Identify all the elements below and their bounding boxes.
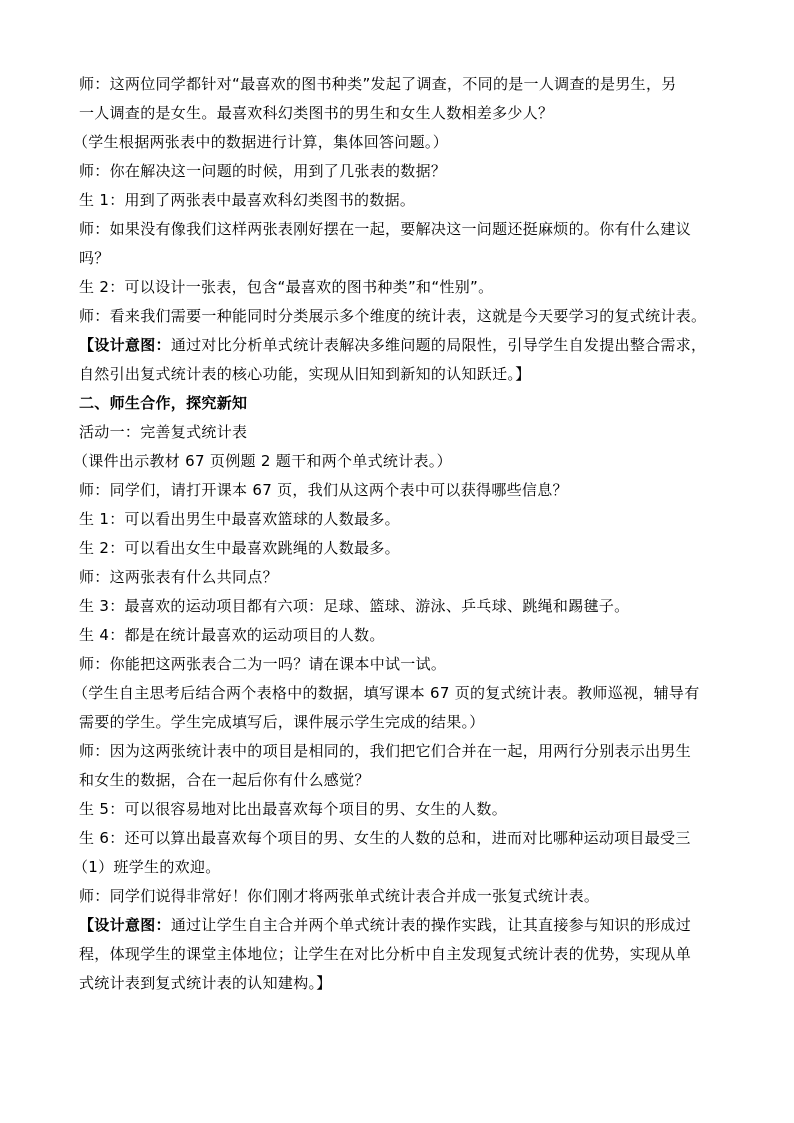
text-line: 师：同学们，请打开课本 67 页，我们从这两个表中可以获得哪些信息？ [79, 481, 568, 499]
text-line: 师：你能把这两张表合二为一吗？请在课本中试一试。 [79, 655, 447, 673]
text-line: 师：同学们说得非常好！你们刚才将两张单式统计表合并成一张复式统计表。 [79, 887, 600, 905]
text-line: 师：这两位同学都针对“最喜欢的图书种类”发起了调查，不同的是一人调查的是男生，另 [79, 75, 677, 93]
text-line: 生 3：最喜欢的运动项目都有六项：足球、篮球、游泳、乒乓球、跳绳和踢毽子。 [79, 597, 630, 615]
section-heading: 二、师生合作，探究新知 [79, 394, 248, 412]
text-line: 生 2：可以看出女生中最喜欢跳绳的人数最多。 [79, 539, 400, 557]
design-intent-text: 式统计表到复式统计表的认知建构。】 [79, 974, 332, 992]
text-line: 师：因为这两张统计表中的项目是相同的，我们把它们合并在一起，用两行分别表示出男生 [79, 742, 692, 760]
design-intent-label: 【设计意图： [79, 336, 171, 354]
text-line: 一人调查的是女生。最喜欢科幻类图书的男生和女生人数相差多少人？ [79, 104, 554, 122]
text-line: （学生根据两张表中的数据进行计算，集体回答问题。） [73, 133, 449, 151]
text-line: 师：你在解决这一问题的时候，用到了几张表的数据？ [79, 162, 447, 180]
design-intent-label: 【设计意图： [79, 916, 171, 934]
design-intent-text: 通过让学生自主合并两个单式统计表的操作实践，让其直接参与知识的形成过 [170, 916, 692, 934]
text-line: 需要的学生。学生完成填写后，课件展示学生完成的结果。） [79, 713, 485, 731]
text-line: 生 6：还可以算出最喜欢每个项目的男、女生的人数的总和，进而对比哪种运动项目最受三 [79, 829, 691, 847]
text-line: 活动一：完善复式统计表 [79, 423, 248, 441]
design-intent-text: 通过对比分析单式统计表解决多维问题的局限性，引导学生自发提出整合需求， [170, 336, 707, 354]
text-line: 吗？ [79, 249, 110, 267]
text-line: 生 2：可以设计一张表，包含“最喜欢的图书种类”和“性别”。 [79, 278, 494, 296]
text-line: 生 1：可以看出男生中最喜欢篮球的人数最多。 [79, 510, 400, 528]
text-line: （课件出示教材 67 页例题 2 题干和两个单式统计表。） [73, 452, 452, 470]
text-line: 和女生的数据，合在一起后你有什么感觉？ [79, 771, 370, 789]
text-line: （学生自主思考后结合两个表格中的数据，填写课本 67 页的复式统计表。教师巡视，辅导有 [73, 684, 700, 702]
text-line: 师：如果没有像我们这样两张表刚好摆在一起，要解决这一问题还挺麻烦的。你有什么建议 [79, 220, 692, 238]
design-intent-2 [79, 911, 719, 940]
text-line: 师：这两张表有什么共同点？ [79, 568, 278, 586]
text-line: 师：看来我们需要一种能同时分类展示多个维度的统计表，这就是今天要学习的复式统计表。 [79, 307, 707, 325]
text-line: （1）班学生的欢迎。 [73, 858, 221, 876]
document-page [73, 70, 719, 998]
text-line: 生 1：用到了两张表中最喜欢科幻类图书的数据。 [79, 191, 416, 209]
text-line: 生 5：可以很容易地对比出最喜欢每个项目的男、女生的人数。 [79, 800, 508, 818]
text-line: 生 4：都是在统计最喜欢的运动项目的人数。 [79, 626, 385, 644]
design-intent-1 [79, 331, 719, 360]
design-intent-text: 程，体现学生的课堂主体地位；让学生在对比分析中自主发现复式统计表的优势，实现从单 [79, 945, 692, 963]
design-intent-text: 自然引出复式统计表的核心功能，实现从旧知到新知的认知跃迁。】 [79, 365, 531, 383]
